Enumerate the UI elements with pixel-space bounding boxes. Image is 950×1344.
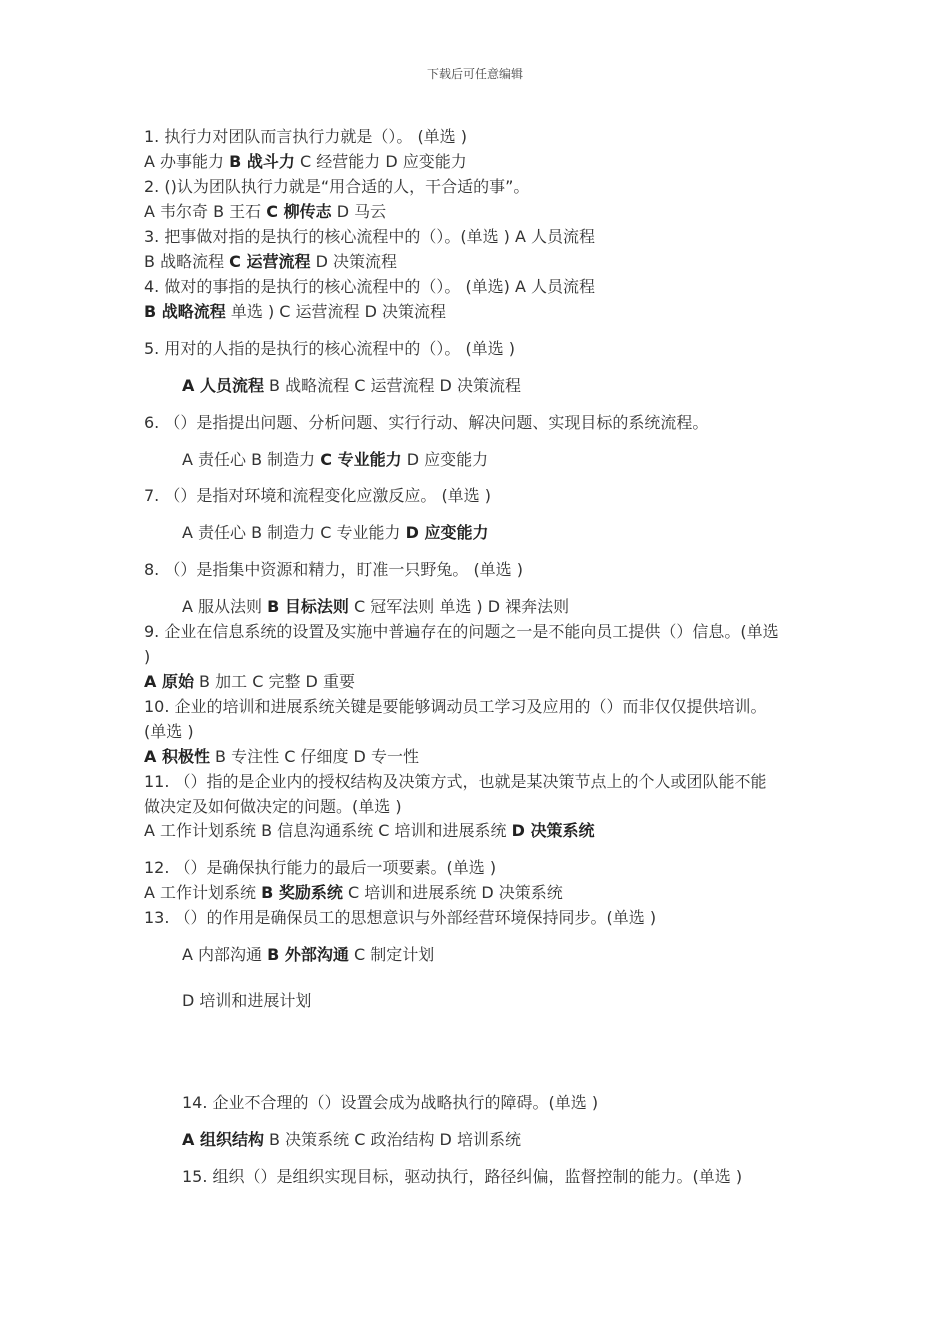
text-segment: 10. 企业的培训和进展系统关键是要能够调动员工学习及应用的（）而非仅仅提供培训。 (144, 697, 767, 716)
text-line (144, 772, 767, 792)
text-line (144, 821, 594, 841)
text-line (182, 1093, 598, 1113)
page-header: 下载后可任意编辑 (426, 67, 523, 81)
answer-highlight: C 专业能力 (320, 450, 402, 469)
text-line (182, 1167, 742, 1187)
text-segment: B 专注性 C 仔细度 D 专一性 (209, 747, 419, 766)
text-segment: C 培训和进展系统 D 决策系统 (342, 883, 563, 902)
text-line (144, 277, 595, 297)
text-segment: B 决策系统 C 政治结构 D 培训系统 (263, 1130, 521, 1149)
text-segment: A 工作计划系统 (144, 883, 262, 902)
answer-highlight: D 应变能力 (405, 523, 489, 542)
text-line (144, 622, 779, 642)
text-segment: B 加工 C 完整 D 重要 (193, 672, 355, 691)
text-segment: D 决策流程 (310, 252, 397, 271)
text-segment: D 应变能力 (401, 450, 489, 469)
text-line (182, 376, 521, 396)
text-segment: B 战略流程 (144, 252, 230, 271)
answer-highlight: C 运营流程 (229, 252, 311, 271)
text-segment: 5. 用对的人指的是执行的核心流程中的（）。 (单选 ) (144, 339, 516, 358)
text-line (144, 858, 496, 878)
text-segment: 15. 组织（）是组织实现目标，驱动执行，路径纠偏，监督控制的能力。(单选 ) (182, 1167, 743, 1186)
text-line (144, 252, 397, 272)
text-line (182, 945, 434, 965)
text-segment: 单选 ) C 运营流程 D 决策流程 (225, 302, 447, 321)
text-segment: 12. （）是确保执行能力的最后一项要素。(单选 ) (144, 858, 497, 877)
text-segment: D 培训和进展计划 (182, 991, 312, 1010)
answer-highlight: B 目标法则 (267, 597, 349, 616)
text-segment: 11. （）指的是企业内的授权结构及决策方式，也就是某决策节点上的个人或团队能不能 (144, 772, 767, 791)
text-line (182, 991, 311, 1011)
text-segment: A 服从法则 (182, 597, 268, 616)
text-segment: (单选 ) (144, 722, 194, 741)
text-segment: 14. 企业不合理的（）设置会成为战略执行的障碍。(单选 ) (182, 1093, 599, 1112)
answer-highlight: A 原始 (144, 672, 194, 691)
text-segment: 8. （）是指集中资源和精力，盯准一只野兔。 (单选 ) (144, 560, 524, 579)
answer-highlight: B 战斗力 (229, 152, 295, 171)
text-segment: A 内部沟通 (182, 945, 268, 964)
text-segment: A 工作计划系统 B 信息沟通系统 C 培训和进展系统 (144, 821, 512, 840)
text-line (182, 523, 488, 543)
text-segment: A 办事能力 (144, 152, 230, 171)
text-segment: D 马云 (331, 202, 387, 221)
text-segment: C 经营能力 D 应变能力 (294, 152, 467, 171)
text-line (144, 672, 355, 692)
text-line (144, 152, 467, 172)
text-line (144, 797, 402, 817)
text-line (144, 697, 767, 717)
text-line (144, 339, 515, 359)
text-line (144, 302, 446, 322)
text-line (144, 413, 708, 433)
text-segment: 2. ()认为团队执行力就是“用合适的人，干合适的事”。 (144, 177, 530, 196)
text-line (182, 1130, 521, 1150)
text-segment: C 冠军法则 单选 ) D 裸奔法则 (348, 597, 570, 616)
answer-highlight: B 战略流程 (144, 302, 226, 321)
text-line (182, 450, 488, 470)
text-segment: 3. 把事做对指的是执行的核心流程中的（）。(单选 ) A 人员流程 (144, 227, 596, 246)
answer-highlight: B 奖励系统 (261, 883, 343, 902)
text-segment: B 战略流程 C 运营流程 D 决策流程 (263, 376, 521, 395)
answer-highlight: A 积极性 (144, 747, 210, 766)
text-segment: A 责任心 B 制造力 (182, 450, 321, 469)
text-segment: 9. 企业在信息系统的设置及实施中普遍存在的问题之一是不能向员工提供（）信息。(单选 (144, 622, 779, 641)
text-line (144, 177, 529, 197)
text-line (144, 227, 595, 247)
text-segment: ) (144, 647, 151, 666)
answer-highlight: B 外部沟通 (267, 945, 349, 964)
text-line (144, 908, 656, 928)
text-segment: A 责任心 B 制造力 C 专业能力 (182, 523, 406, 542)
text-segment: 4. 做对的事指的是执行的核心流程中的（）。 (单选) A 人员流程 (144, 277, 596, 296)
answer-highlight: A 人员流程 (182, 376, 264, 395)
text-segment: C 制定计划 (348, 945, 435, 964)
text-segment: 13. （）的作用是确保员工的思想意识与外部经营环境保持同步。(单选 ) (144, 908, 657, 927)
text-line (144, 127, 467, 147)
answer-highlight: D 决策系统 (511, 821, 595, 840)
text-line (144, 883, 563, 903)
text-line (182, 597, 569, 617)
text-line (144, 202, 386, 222)
answer-highlight: A 组织结构 (182, 1130, 264, 1149)
text-segment: 6. （）是指提出问题、分析问题、实行行动、解决问题、实现目标的系统流程。 (144, 413, 709, 432)
text-segment: 做决定及如何做决定的问题。(单选 ) (144, 797, 402, 816)
text-line (144, 560, 523, 580)
text-line (144, 647, 150, 667)
text-line (144, 486, 491, 506)
text-line (144, 722, 194, 742)
answer-highlight: C 柳传志 (266, 202, 332, 221)
text-line (144, 747, 419, 767)
text-segment: 7. （）是指对环境和流程变化应激反应。 (单选 ) (144, 486, 492, 505)
text-segment: 1. 执行力对团队而言执行力就是（）。 (单选 ) (144, 127, 468, 146)
text-segment: A 韦尔奇 B 王石 (144, 202, 267, 221)
